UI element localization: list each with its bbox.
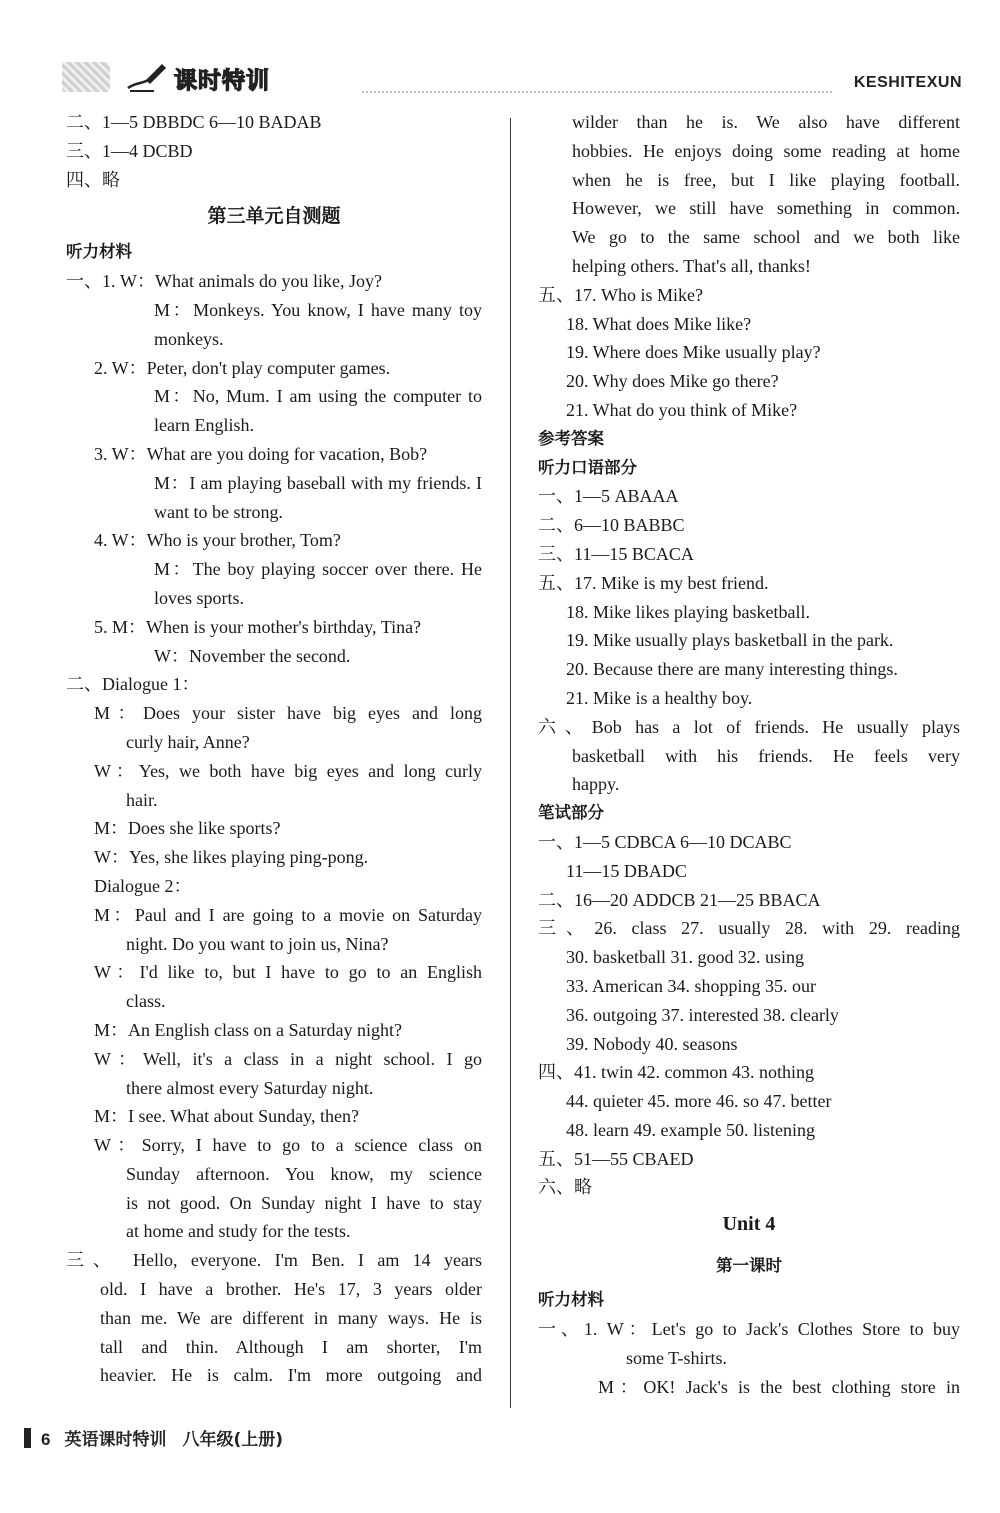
right-column	[538, 108, 960, 1401]
left-text-line: M：The boy playing soccer over there. He	[154, 559, 482, 580]
left-text-line: old. I have a brother. He's 17, 3 years older	[100, 1279, 482, 1300]
left-text-line: M：I am playing baseball with my friends. I	[154, 472, 482, 493]
right-text-line: helping others. That's all, thanks!	[572, 255, 811, 276]
left-text-line: tall and thin. Although I am shorter, I'm	[100, 1336, 482, 1357]
left-text-line: W：Yes, we both have big eyes and long curly	[94, 760, 482, 781]
left-text-line: heavier. He is calm. I'm more outgoing and	[100, 1365, 482, 1386]
right-text-line: 19. Mike usually plays basketball in the park.	[566, 630, 894, 651]
right-text-line: happy.	[572, 774, 620, 795]
left-text-line: night. Do you want to join us, Nina?	[126, 933, 389, 954]
right-text-line: 三、26. class 27. usually 28. with 29. reading	[538, 918, 960, 939]
brand-pinyin: KESHITEXUN	[853, 74, 962, 91]
right-text-line: 笔试部分	[538, 803, 604, 823]
grade-label: 八年级(上册)	[182, 1430, 284, 1450]
left-column	[66, 108, 482, 1390]
left-text-line: at home and study for the tests.	[126, 1221, 351, 1242]
left-text-line: M：No, Mum. I am using the computer to	[154, 386, 482, 407]
right-text-line: when he is free, but I like playing football.	[572, 169, 960, 190]
left-text-line: W：I'd like to, but I have to go to an English	[94, 962, 482, 983]
right-text-line: 六、略	[538, 1177, 592, 1198]
header-dotted-rule	[362, 91, 832, 93]
right-text-line: some T-shirts.	[626, 1347, 728, 1368]
right-text-line: 18. Mike likes playing basketball.	[566, 601, 810, 622]
right-text-line: 48. learn 49. example 50. listening	[566, 1119, 815, 1140]
right-text-line: basketball with his friends. He feels very	[572, 745, 960, 766]
left-text-line: M：An English class on a Saturday night?	[94, 1019, 402, 1040]
left-text-line: 三、1—4 DCBD	[66, 140, 193, 161]
left-text-line: W：Well, it's a class in a night school. I go	[94, 1048, 482, 1069]
right-text-line: 听力口语部分	[538, 457, 637, 477]
left-text-line: Sunday afternoon. You know, my science	[126, 1163, 482, 1184]
right-text-line: 五、17. Who is Mike?	[538, 284, 703, 305]
right-text-line: 二、16—20 ADDCB 21—25 BBACA	[538, 889, 821, 910]
right-text-line: 33. American 34. shopping 35. our	[566, 975, 816, 996]
left-text-line: 2. W：Peter, don't play computer games.	[94, 357, 391, 378]
left-text-line: 二、1—5 DBBDC 6—10 BADAB	[66, 112, 322, 132]
right-text-line: 第一课时	[716, 1256, 782, 1276]
right-text-line: 18. What does Mike like?	[566, 313, 752, 334]
left-text-line: 听力材料	[66, 242, 132, 262]
right-text-line: 11—15 DBADC	[566, 860, 687, 881]
left-text-line: there almost every Saturday night.	[126, 1077, 374, 1098]
left-text-line: 一、1. W：What animals do you like, Joy?	[66, 271, 382, 292]
right-text-line: We go to the same school and we both like	[572, 227, 960, 248]
left-text-line: 三、 Hello, everyone. I'm Ben. I am 14 years	[66, 1250, 482, 1271]
left-text-line: class.	[126, 991, 166, 1012]
left-text-line: is not good. On Sunday night I have to stay	[126, 1192, 482, 1213]
left-text-line: monkeys.	[154, 328, 224, 349]
left-text-line: Dialogue 2：	[94, 875, 192, 896]
footer-marker	[24, 1428, 31, 1448]
right-text-line: 听力材料	[538, 1290, 604, 1310]
right-text-line: 三、11—15 BCACA	[538, 543, 694, 564]
right-text-line: 39. Nobody 40. seasons	[566, 1033, 738, 1054]
right-text-line: 44. quieter 45. more 46. so 47. better	[566, 1091, 832, 1112]
right-text-line: 36. outgoing 37. interested 38. clearly	[566, 1004, 839, 1025]
page-number: 6	[41, 1430, 51, 1449]
right-text-line: 四、41. twin 42. common 43. nothing	[538, 1062, 814, 1083]
left-text-line: W：November the second.	[154, 645, 351, 666]
left-text-line: want to be strong.	[154, 501, 283, 522]
right-text-line: 19. Where does Mike usually play?	[566, 342, 821, 363]
brand-title: 课时特训	[174, 68, 270, 94]
right-text-line: wilder than he is. We also have different	[572, 112, 960, 132]
left-text-line: 3. W：What are you doing for vacation, Bob?	[94, 443, 428, 464]
right-text-line: 一、1—5 ABAAA	[538, 486, 679, 507]
right-text-line: 一、1—5 CDBCA 6—10 DCABC	[538, 831, 792, 852]
left-text-line: 四、略	[66, 169, 120, 190]
book-title: 英语课时特训	[64, 1430, 167, 1450]
right-text-line: 21. What do you think of Mike?	[566, 399, 798, 420]
left-text-line: hair.	[126, 789, 158, 810]
left-text-line: 二、Dialogue 1：	[66, 674, 200, 695]
right-text-line: 五、17. Mike is my best friend.	[538, 572, 769, 593]
left-text-line: than me. We are different in many ways. He is	[100, 1307, 482, 1328]
left-text-line: 4. W：Who is your brother, Tom?	[94, 530, 341, 551]
logo-emblem	[62, 62, 110, 92]
left-text-line: loves sports.	[154, 587, 244, 608]
left-text-line: W：Yes, she likes playing ping-pong.	[94, 847, 369, 868]
left-text-line: curly hair, Anne?	[126, 731, 250, 752]
page-footer	[24, 1425, 283, 1455]
pen-icon	[124, 60, 168, 94]
left-text-line: M：Monkeys. You know, I have many toy	[154, 299, 482, 320]
page-header	[62, 58, 962, 98]
left-text-line: W：Sorry, I have to go to a science class on	[94, 1135, 482, 1156]
right-text-line: 一、1. W：Let's go to Jack's Clothes Store to buy	[538, 1319, 960, 1340]
right-text-line: 21. Mike is a healthy boy.	[566, 687, 753, 708]
right-text-line: However, we still have something in common.	[572, 198, 960, 219]
right-text-line: 20. Why does Mike go there?	[566, 371, 779, 392]
left-text-line: 第三单元自测题	[207, 205, 341, 228]
right-text-line: M：OK! Jack's is the best clothing store in	[598, 1376, 960, 1397]
right-text-line: hobbies. He enjoys doing some reading at home	[572, 140, 960, 161]
left-text-line: M：Paul and I are going to a movie on Saturday	[94, 904, 482, 925]
right-text-line: 30. basketball 31. good 32. using	[566, 947, 804, 968]
right-text-line: 参考答案	[538, 428, 604, 448]
right-text-line: 20. Because there are many interesting things.	[566, 659, 898, 680]
left-text-line: 5. M：When is your mother's birthday, Tina?	[94, 616, 422, 637]
right-text-line: 五、51—55 CBAED	[538, 1148, 694, 1169]
left-text-line: M：Does your sister have big eyes and long	[94, 703, 482, 724]
column-divider	[510, 118, 511, 1408]
right-text-line: 六、Bob has a lot of friends. He usually plays	[538, 716, 960, 737]
right-text-line: Unit 4	[722, 1213, 776, 1236]
left-text-line: M：Does she like sports?	[94, 818, 281, 839]
left-text-line: M：I see. What about Sunday, then?	[94, 1106, 359, 1127]
left-text-line: learn English.	[154, 415, 254, 436]
right-text-line: 二、6—10 BABBC	[538, 515, 685, 536]
